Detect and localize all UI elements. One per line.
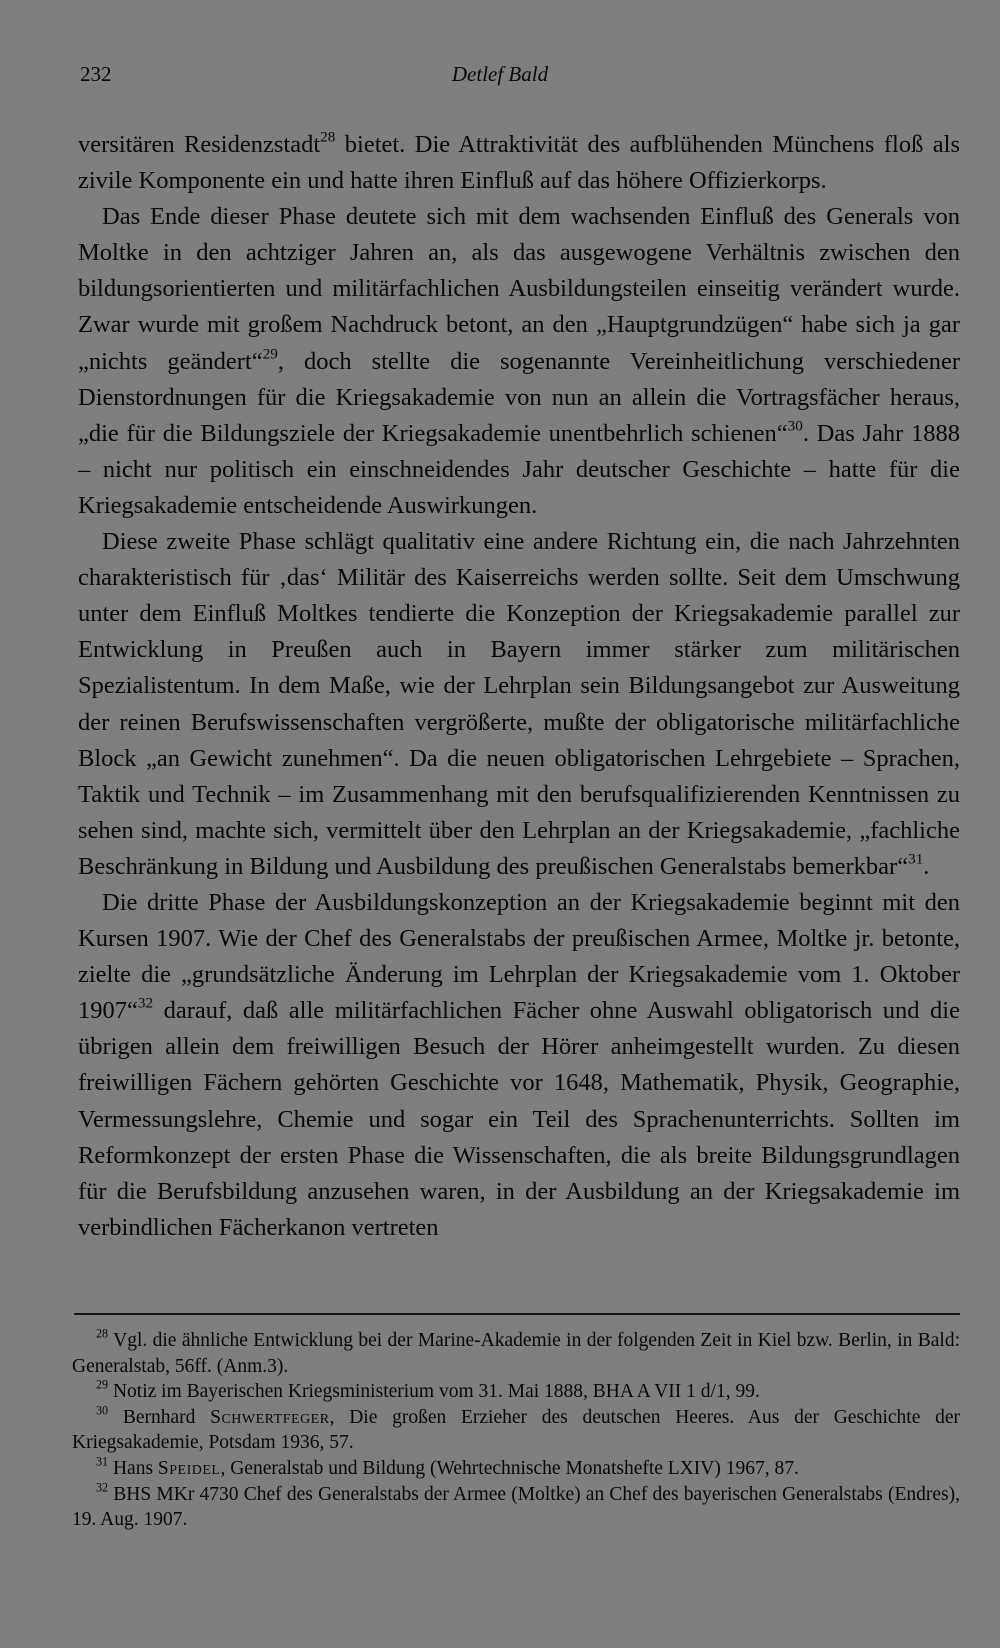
footnote-ref: 29 xyxy=(262,344,278,362)
author-name: Schwertfeger xyxy=(210,1406,330,1428)
paragraph: Das Ende dieser Phase deutete sich mit dem wachsenden Einfluß des Generals von Moltke in den achtziger Jahren an, als das ausgewogene Verhältnis zwischen den bildungsorientierten und militärfachlichen Ausbildungsteilen einseitig verändert wurde. Zwar wurde mit großem Nachdruck betont, an den „Hauptgrundzügen“ habe sich ja gar „nichts geändert“$^{29}$, doch stellte die sogenannte Vereinheitlichung verschiedener Dienstordnungen für die Kriegsakademie von nun an allein die Vortragsfächer heraus, „die für die Bildungsziele der Kriegsakademie unentbehrlich schienen“$^{30}$. Das Jahr 1888 – nicht nur politisch ein einschneidendes Jahr deutscher Geschichte – hatte für die Kriegsakademie entscheidende Auswirkungen. xyxy=(78,203,960,519)
page-number: 232 xyxy=(80,62,112,86)
footnotes xyxy=(72,1328,960,1533)
paragraph: versitären Residenzstadt$^{28}$ bietet. Die Attraktivität des aufblühenden Münchens floß als zivile Komponente ein und hatte ihren Einfluß auf das höhere Offizierkorps. xyxy=(78,128,960,195)
running-head: Detlef Bald xyxy=(451,62,549,86)
footnote: $^{29}$ Notiz im Bayerischen Kriegsministerium vom 31. Mai 1888, BHA A VII 1 d/1, 99. xyxy=(96,1377,760,1403)
paragraph: Die dritte Phase der Ausbildungskonzeption an der Kriegsakademie beginnt mit den Kursen 1907. Wie der Chef des Generalstabs der preußischen Armee, Moltke jr. betonte, zielte die „grundsätzliche Änderung im Lehrplan der Kriegsakademie vom 1. Oktober 1907“$^{32}$ darauf, daß alle militärfachlichen Fächer ohne Auswahl obligatorisch und die übrigen allein dem freiwilligen Besuch der Hörer anheimgestellt wurden. Zu diesen freiwilligen Fächern gehörten Geschichte vor 1648, Mathematik, Physik, Geographie, Vermessungslehre, Chemie und sogar ein Teil des Sprachenunterrichts. Sollten im Reformkonzept der ersten Phase die Wissenschaften, die als breite Bildungsgrundlagen für die Berufsbildung anzusehen waren, in der Ausbildung an der Kriegsakademie im verbindlichen Fächerkanon vertreten xyxy=(78,888,960,1241)
footnote-ref: 28 xyxy=(320,128,336,146)
footnote-ref: 31 xyxy=(96,1454,109,1469)
footnote-ref: 31 xyxy=(908,850,924,868)
paragraph: Diese zweite Phase schlägt qualitativ eine andere Richtung ein, die nach Jahrzehnten charakteristisch für ‚das‘ Militär des Kaiserreichs werden sollte. Seit dem Umschwung unter dem Einfluß Moltkes tendierte die Konzeption der Kriegsakademie parallel zur Entwicklung in Preußen auch in Bayern immer stärker zum militärischen Spezialistentum. In dem Maße, wie der Lehrplan sein Bildungsangebot zur Ausweitung der reinen Berufswissenschaften vergrößerte, mußte der obligatorische militärfachliche Block „an Gewicht zunehmen“. Da die neuen obligatorischen Lehrgebiete – Sprachen, Taktik und Technik – im Zusammenhang mit den berufsqualifizierenden Kenntnissen zu sehen sind, machte sich, vermittelt über den Lehrplan an der Kriegsakademie, „fachliche Beschränkung in Bildung und Ausbildung des preußischen Generalstabs bemerkbar“$^{31}$. xyxy=(78,528,960,880)
footnote: $^{31}$ Hans Speidel, Generalstab und Bildung (Wehrtechnische Monatshefte LXIV) 1967, 87. xyxy=(96,1454,799,1479)
footnote-ref: 32 xyxy=(96,1480,109,1495)
footnote-divider xyxy=(74,1313,960,1315)
footnote-ref: 32 xyxy=(137,994,154,1012)
body-text xyxy=(78,127,960,1246)
footnote-ref: 30 xyxy=(96,1403,109,1418)
footnote-ref: 28 xyxy=(96,1326,109,1341)
footnote-ref: 29 xyxy=(96,1377,109,1392)
footnote: $^{32}$ BHS MKr 4730 Chef des Generalstabs der Armee (Moltke) an Chef des bayerischen Generalstabs (Endres), 19. Aug. 1907. xyxy=(72,1480,960,1531)
footnote-ref: 30 xyxy=(787,417,803,435)
footnote: $^{28}$ Vgl. die ähnliche Entwicklung bei der Marine-Akademie in der folgenden Zeit in Kiel bzw. Berlin, in Bald: Generalstab, 56ff. (Anm.3). xyxy=(72,1326,960,1377)
footnote: $^{30}$ Bernhard Schwertfeger, Die großen Erzieher des deutschen Heeres. Aus der Geschichte der Kriegsakademie, Potsdam 1936, 57. xyxy=(72,1403,960,1454)
author-name: Speidel xyxy=(157,1457,221,1479)
